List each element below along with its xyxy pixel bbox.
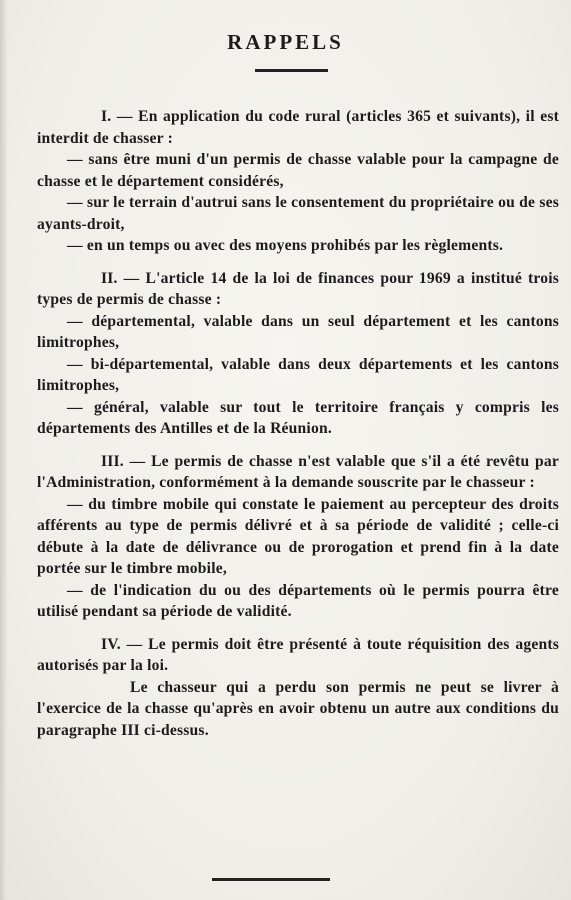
section-2 xyxy=(37,268,559,440)
section-2-item-3: — général, valable sur tout le territoire français y compris les départements des Antilles et de la Réunion. xyxy=(37,398,559,437)
section-4-intro: IV. — Le permis doit être présenté à toute réquisition des agents autorisés par la loi. xyxy=(37,635,559,674)
section-1-item-3: — en un temps ou avec des moyens prohibés par les règlements. xyxy=(67,237,504,254)
section-1-intro: I. — En application du code rural (articles 365 et suivants), il est interdit de chasser : xyxy=(37,108,559,147)
section-3 xyxy=(37,451,559,623)
bottom-divider xyxy=(212,878,330,881)
section-2-intro: II. — L'article 14 de la loi de finances pour 1969 a institué trois types de permis de chasse : xyxy=(37,269,559,308)
page-title: RAPPELS xyxy=(227,30,344,54)
section-3-item-2: — de l'indication du ou des départements où le permis pourra être utilisé pendant sa période de validité. xyxy=(37,581,559,620)
title-divider xyxy=(255,69,328,72)
section-1-item-2: — sur le terrain d'autrui sans le consentement du propriétaire ou de ses ayants-droit, xyxy=(37,194,559,233)
section-1-item-1: — sans être muni d'un permis de chasse valable pour la campagne de chasse et le département considérés, xyxy=(37,151,559,190)
section-4 xyxy=(37,634,559,742)
section-2-item-2: — bi-départemental, valable dans deux départements et les cantons limitrophes, xyxy=(37,355,559,394)
section-2-item-1: — départemental, valable dans un seul département et les cantons limitrophes, xyxy=(37,312,559,351)
section-3-item-1: — du timbre mobile qui constate le paiement au percepteur des droits afférents au type de permis délivré et à sa période de validité ; celle-ci débute à la date de délivrance ou de prorogation et prend fin à la date portée sur le timbre mobile, xyxy=(37,495,559,577)
section-3-intro: III. — Le permis de chasse n'est valable que s'il a été revêtu par l'Administration, conformément à la demande souscrite par le chasseur : xyxy=(37,452,559,491)
page-left-edge xyxy=(0,0,7,900)
document-body xyxy=(37,106,559,752)
section-1 xyxy=(37,106,559,257)
section-4-paragraph-2: Le chasseur qui a perdu son permis ne peut se livrer à l'exercice de la chasse qu'après en avoir obtenu un autre aux conditions du paragraphe III ci-dessus. xyxy=(37,678,559,739)
